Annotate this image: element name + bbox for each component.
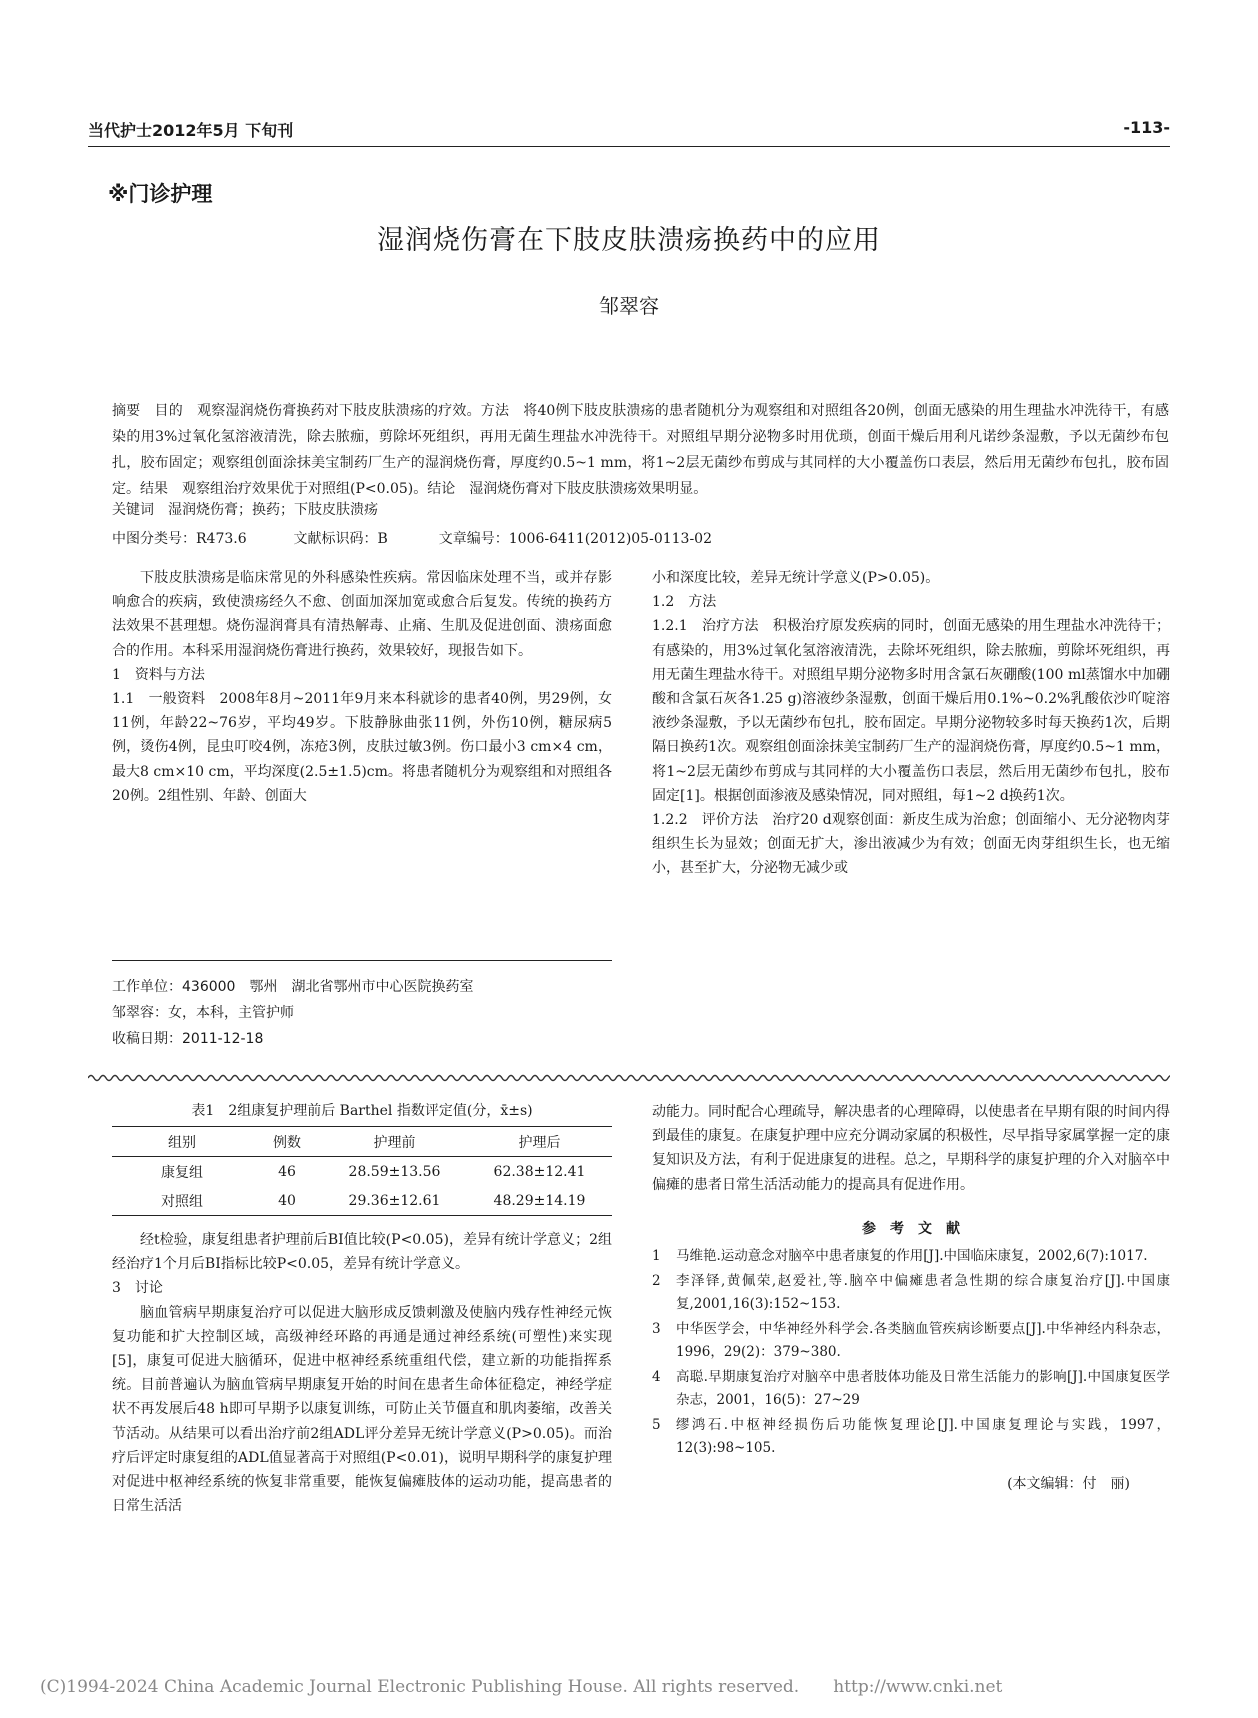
document-code: 文献标识码：B xyxy=(293,531,388,547)
author-info: 邹翠容：女，本科，主管护师 xyxy=(112,1005,294,1021)
table-row xyxy=(112,1186,612,1216)
section-1-2-1-paragraph: 1.2.1 治疗方法 积极治疗原发疾病的同时，创面无感染的用生理盐水冲洗待干；有感染的，用3%过氧化氢溶液清洗，去除坏死组织，除去脓痂，剪除坏死组织，再用无菌生理盐水待干。对照组早期分泌物多时用含氯石灰硼酸(100 ml蒸馏水中加硼酸和含氯石灰各1.25 g)溶液纱条湿敷，创面干燥后用0.1%~0.2%乳酸依沙吖啶溶液纱条湿敷，予以无菌纱布包扎，胶布固定。早期分泌物较多时每天换药1次，后期隔日换药1次。观察组创面涂抹美宝制药厂生产的湿润烧伤膏，厚度约0.5~1 mm，将1~2层无菌纱布剪成与其同样的大小覆盖伤口表层，然后用无菌纱布包扎，胶布固定[1]。根据创面渗液及感染情况，同对照组，每1~2 d换药1次。 xyxy=(652,618,1170,804)
table-cell: 46 xyxy=(278,1163,296,1180)
continued-text: 小和深度比较，差异无统计学意义(P>0.05)。 xyxy=(652,570,940,586)
section-1-2-2-paragraph: 1.2.2 评价方法 治疗20 d观察创面：新皮生成为治愈；创面缩小、无分泌物肉芽组织生长为显效；创面无扩大，渗出液减少为有效；创面无肉芽组织生长，也无缩小，甚至扩大，分泌物无减少或 xyxy=(652,812,1170,877)
article-title: 湿润烧伤膏在下肢皮肤溃疡换药中的应用 xyxy=(377,225,881,256)
reference-number: 1 xyxy=(652,1248,661,1265)
reference-number: 3 xyxy=(652,1321,661,1338)
references-list xyxy=(652,1245,1170,1460)
reference-text: 高聪.早期康复治疗对脑卒中患者肢体功能及日常生活能力的影响[J].中国康复医学杂志，2001，16(5)：27~29 xyxy=(676,1369,1170,1409)
classification-line xyxy=(112,528,912,548)
section-1-1-paragraph: 1.1 一般资料 2008年8月~2011年9月来本科就诊的患者40例，男29例，女11例，年龄22~76岁，平均49岁。下肢静脉曲张11例，外伤10例，糖尿病5例，烫伤4例，昆虫叮咬4例，冻疮3例，皮肤过敏3例。伤口最小3 cm×4 cm，最大8 cm×10 cm，平均深度(2.5±1.5)cm。将患者随机分为观察组和对照组各20例。2组性别、年龄、创面大 xyxy=(112,691,612,804)
ttest-paragraph: 经t检验，康复组患者护理前后BI值比较(P<0.05)，差异有统计学意义；2组经治疗1个月后BI指标比较P<0.05，差异有统计学意义。 xyxy=(112,1232,612,1273)
journal-header: 当代护士2012年5月 下旬刊 xyxy=(88,121,294,140)
section-1-heading: 1 资料与方法 xyxy=(112,666,205,683)
reference-item xyxy=(652,1414,1170,1460)
editor-note: (本文编辑：付 丽) xyxy=(1007,1476,1130,1493)
table-container xyxy=(112,1126,612,1216)
affiliation-block xyxy=(112,974,612,1052)
table-cell: 28.59±13.56 xyxy=(348,1163,441,1180)
received-date: 收稿日期：2011-12-18 xyxy=(112,1031,264,1047)
header-rule xyxy=(88,146,1170,147)
table-cell: 40 xyxy=(278,1192,296,1209)
table-header-cell: 护理后 xyxy=(518,1134,561,1151)
reference-item xyxy=(652,1318,1170,1364)
affiliation-unit: 工作单位：436000 鄂州 湖北省鄂州市中心医院换药室 xyxy=(112,979,474,995)
discussion-paragraph: 脑血管病早期康复治疗可以促进大脑形成反馈刺激及使脑内残存性神经元恢复功能和扩大控制区域，高级神经环路的再通是通过神经系统(可塑性)来实现[5]，康复可促进大脑循环，促进中枢神经系统重组代偿，建立新的功能指挥系统。目前普遍认为脑血管病早期康复开始的时间在患者生命体征稳定，神经学症状不再发展后48 h即可早期予以康复训练，可防止关节僵直和肌肉萎缩，改善关节活动。从结果可以看出治疗前2组ADL评分差异无统计学意义(P>0.05)。而治疗后评定时康复组的ADL值显著高于对照组(P<0.01)，说明早期科学的康复护理对促进中枢神经系统的恢复非常重要，能恢复偏瘫肢体的运动功能，提高患者的日常生活活 xyxy=(112,1304,612,1515)
table-header-cell: 例数 xyxy=(273,1134,301,1151)
article-number: 文章编号：1006-6411(2012)05-0113-02 xyxy=(438,531,712,547)
reference-number: 2 xyxy=(652,1273,661,1290)
reference-text: 李泽铎,黄佩荣,赵爱社,等.脑卒中偏瘫患者急性期的综合康复治疗[J].中国康复,2001,16(3):152~153. xyxy=(676,1273,1170,1313)
page-number: -113- xyxy=(1123,118,1170,137)
table-header-cell: 组别 xyxy=(168,1134,196,1151)
clc-number: 中图分类号：R473.6 xyxy=(112,531,247,547)
table-row xyxy=(112,1157,612,1187)
table-header-row xyxy=(112,1127,612,1157)
copyright-footer: (C)1994-2024 China Academic Journal Electronic Publishing House. All rights reserved. http://www.cnki.net xyxy=(40,1677,1003,1697)
section-3-heading: 3 讨论 xyxy=(112,1280,163,1297)
right-column-lower xyxy=(652,1100,1170,1496)
reference-text: 中华医学会，中华神经外科学会.各类脑血管疾病诊断要点[J].中华神经内科杂志，1996，29(2)：379~380. xyxy=(676,1321,1170,1361)
section-tag: ※门诊护理 xyxy=(108,182,213,206)
conclusion-paragraph: 动能力。同时配合心理疏导，解决患者的心理障碍，以使患者在早期有限的时间内得到最佳的康复。在康复护理中应充分调动家属的积极性，尽早指导家属掌握一定的康复知识及方法，有利于促进康复的进程。总之，早期科学的康复护理的介入对脑卒中偏瘫的患者日常生活活动能力的提高具有促进作用。 xyxy=(652,1104,1170,1193)
table-caption: 表1 2组康复护理前后 Barthel 指数评定值(分，x̄±s) xyxy=(191,1103,533,1119)
abstract: 摘要 目的 观察湿润烧伤膏换药对下肢皮肤溃疡的疗效。方法 将40例下肢皮肤溃疡的患者随机分为观察组和对照组各20例，创面无感染的用生理盐水冲洗待干，有感染的用3%过氧化氢溶液清洗，除去脓痂，剪除坏死组织，再用无菌生理盐水冲洗待干。对照组早期分泌物多时用优琐，创面干燥后用利凡诺纱条湿敷，予以无菌纱布包扎，胶布固定；观察组创面涂抹美宝制药厂生产的湿润烧伤膏，厚度约0.5~1 mm，将1~2层无菌纱布剪成与其同样的大小覆盖伤口表层，然后用无菌纱布包扎，胶布固定。结果 观察组治疗效果优于对照组(P<0.05)。结论 湿润烧伤膏对下肢皮肤溃疡效果明显。 xyxy=(112,403,1169,497)
reference-item xyxy=(652,1366,1170,1412)
reference-text: 缪鸿石.中枢神经损伤后功能恢复理论[J].中国康复理论与实践，1997，12(3):98~105. xyxy=(676,1417,1170,1457)
wavy-divider xyxy=(88,1073,1170,1083)
reference-item xyxy=(652,1270,1170,1316)
reference-number: 4 xyxy=(652,1369,661,1386)
reference-item xyxy=(652,1245,1170,1268)
section-1-2-heading: 1.2 方法 xyxy=(652,594,717,611)
barthel-table xyxy=(112,1126,612,1216)
intro-paragraph: 下肢皮肤溃疡是临床常见的外科感染性疾病。常因临床处理不当，或并存影响愈合的疾病，致使溃疡经久不愈、创面加深加宽或愈合后复发。传统的换药方法效果不甚理想。烧伤湿润膏具有清热解毒、止痛、生肌及促进创面、溃疡面愈合的作用。本科采用湿润烧伤膏进行换药，效果较好，现报告如下。 xyxy=(112,570,612,659)
table-cell: 48.29±14.19 xyxy=(493,1192,586,1209)
table-cell: 对照组 xyxy=(161,1193,203,1210)
table-cell: 62.38±12.41 xyxy=(493,1163,586,1180)
right-column-upper xyxy=(652,566,1170,881)
keywords: 关键词 湿润烧伤膏；换药；下肢皮肤溃疡 xyxy=(112,502,378,518)
references-heading: 参 考 文 献 xyxy=(862,1220,960,1237)
table-cell: 29.36±12.61 xyxy=(348,1192,441,1209)
affiliation-rule xyxy=(112,960,612,961)
left-column-lower xyxy=(112,1228,612,1518)
reference-number: 5 xyxy=(652,1417,661,1434)
left-column-upper xyxy=(112,566,612,808)
reference-text: 马维艳.运动意念对脑卒中患者康复的作用[J].中国临床康复，2002,6(7):1017. xyxy=(676,1248,1148,1265)
table-cell: 康复组 xyxy=(161,1164,203,1181)
table-header-cell: 护理前 xyxy=(373,1134,416,1151)
author-name: 邹翠容 xyxy=(599,294,659,318)
